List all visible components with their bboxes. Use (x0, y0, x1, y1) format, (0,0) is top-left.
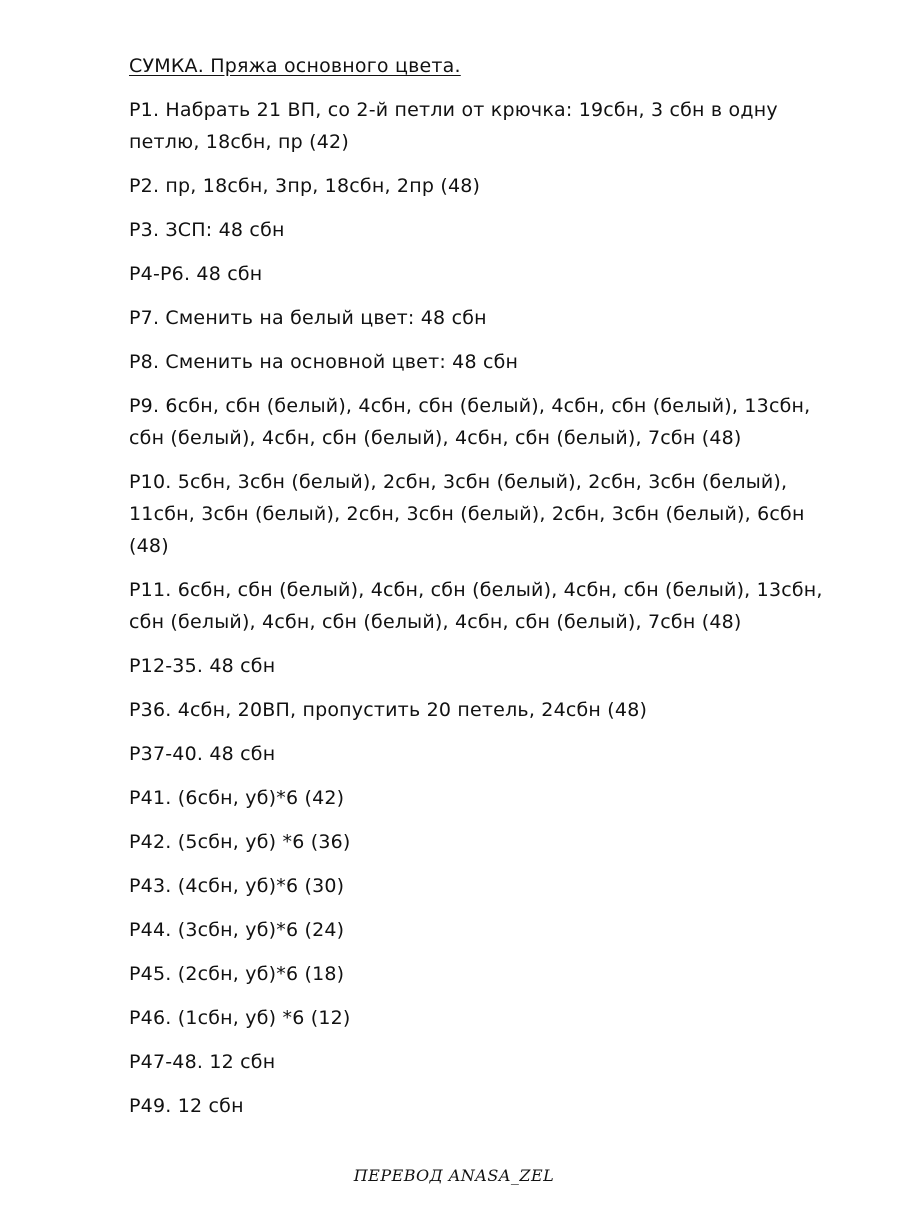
translation-credit: ПЕРЕВОД ANASA_ZEL (353, 1166, 555, 1185)
pattern-row: Р7. Сменить на белый цвет: 48 сбн (129, 307, 487, 329)
pattern-row: Р2. пр, 18сбн, 3пр, 18сбн, 2пр (48) (129, 175, 481, 197)
pattern-row: Р41. (6сбн, уб)*6 (42) (129, 787, 345, 809)
pattern-row: Р1. Набрать 21 ВП, со 2-й петли от крючка: 19сбн, 3 сбн в одну петлю, 18сбн, пр (42) (129, 99, 778, 153)
pattern-row: Р46. (1сбн, уб) *6 (12) (129, 1007, 351, 1029)
pattern-row: Р9. 6сбн, сбн (белый), 4сбн, сбн (белый), 4сбн, сбн (белый), 13сбн, сбн (белый), 4сбн, сбн (белый), 4сбн, сбн (белый), 7сбн (48) (129, 395, 811, 449)
pattern-row: Р4-Р6. 48 сбн (129, 263, 263, 285)
document-page (129, 50, 829, 1134)
pattern-row: Р12-35. 48 сбн (129, 655, 276, 677)
pattern-row: Р42. (5сбн, уб) *6 (36) (129, 831, 351, 853)
pattern-row: Р37-40. 48 сбн (129, 743, 276, 765)
pattern-row: Р36. 4сбн, 20ВП, пропустить 20 петель, 24сбн (48) (129, 699, 648, 721)
pattern-row: Р44. (3сбн, уб)*6 (24) (129, 919, 345, 941)
pattern-row: Р11. 6сбн, сбн (белый), 4сбн, сбн (белый), 4сбн, сбн (белый), 13сбн, сбн (белый), 4сбн, сбн (белый), 4сбн, сбн (белый), 7сбн (48) (129, 579, 823, 633)
pattern-row: Р45. (2сбн, уб)*6 (18) (129, 963, 345, 985)
pattern-row: Р49. 12 сбн (129, 1095, 244, 1117)
pattern-row: Р47-48. 12 сбн (129, 1051, 276, 1073)
document-title: СУМКА. Пряжа основного цвета. (129, 55, 461, 77)
pattern-row: Р3. ЗСП: 48 сбн (129, 219, 285, 241)
pattern-row: Р10. 5сбн, 3сбн (белый), 2сбн, 3сбн (белый), 2сбн, 3сбн (белый), 11сбн, 3сбн (белый), 2сбн, 3сбн (белый), 2сбн, 3сбн (белый), 6сбн (48) (129, 471, 805, 557)
pattern-row: Р8. Сменить на основной цвет: 48 сбн (129, 351, 519, 373)
pattern-rows (129, 94, 829, 1122)
pattern-row: Р43. (4сбн, уб)*6 (30) (129, 875, 345, 897)
